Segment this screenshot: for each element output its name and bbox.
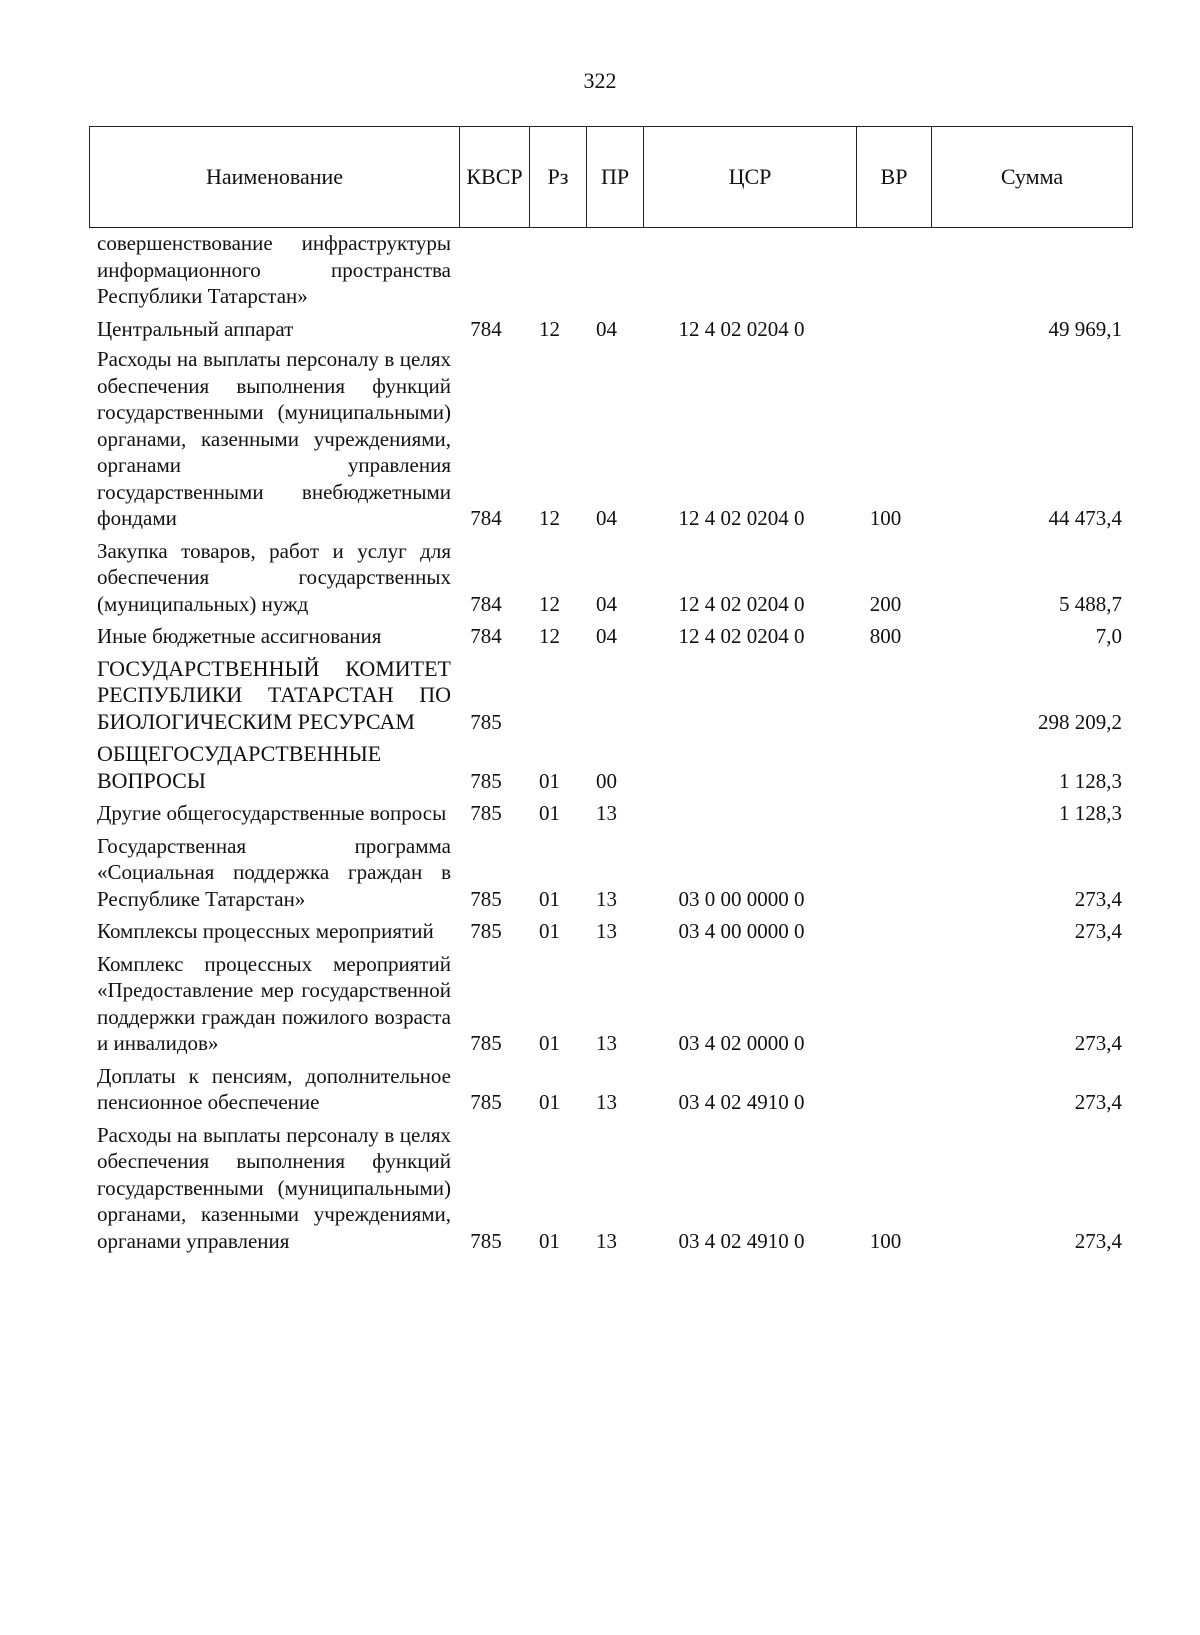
cell-name: Комплекс процессных мероприятий «Предоставление мер государственной поддержки граждан пожилого возраста и инвалидов»	[97, 951, 451, 1055]
cell-pr: 00	[596, 768, 617, 793]
cell-rz: 01	[539, 886, 560, 911]
page-number: 322	[583, 68, 617, 93]
cell-sum: 44 473,4	[1048, 506, 1122, 530]
cell-rz: 01	[539, 1228, 560, 1253]
cell-rz: 12	[539, 591, 560, 616]
cell-vr: 100	[869, 1228, 902, 1253]
cell-pr: 04	[596, 316, 617, 341]
cell-name: Доплаты к пенсиям, дополнительное пенсионное обеспечение	[97, 1063, 451, 1114]
cell-sum: 273,4	[1074, 1090, 1122, 1114]
cell-rz: 01	[539, 801, 560, 825]
table-row	[89, 1063, 1132, 1116]
cell-sum: 7,0	[1095, 624, 1122, 648]
cell-kvsr: 784	[470, 591, 502, 616]
table-row	[89, 230, 1132, 310]
table-header	[89, 126, 1133, 228]
cell-name: Другие общегосударственные вопросы	[97, 801, 447, 825]
cell-sum: 298 209,2	[1038, 709, 1122, 734]
header-kvsr: КВСР	[460, 127, 530, 228]
header-rz: Рз	[530, 127, 587, 228]
cell-pr: 13	[596, 801, 617, 825]
cell-sum: 1 128,3	[1059, 768, 1122, 793]
cell-name: Государственная программа «Социальная поддержка граждан в Республике Татарстан»	[97, 833, 451, 911]
cell-kvsr: 785	[470, 1090, 502, 1114]
table-row	[89, 1122, 1132, 1255]
cell-name: ОБЩЕГОСУДАРСТВЕННЫЕ ВОПРОСЫ	[97, 741, 382, 793]
cell-csr: 12 4 02 0204 0	[678, 591, 805, 616]
cell-sum: 273,4	[1074, 1031, 1122, 1055]
cell-name: совершенствование инфраструктуры информационного пространства Республики Татарстан»	[97, 231, 451, 308]
cell-kvsr: 785	[470, 768, 502, 793]
cell-sum: 1 128,3	[1059, 801, 1122, 825]
table-row	[89, 800, 1132, 827]
cell-pr: 13	[596, 919, 617, 943]
cell-csr: 03 0 00 0000 0	[678, 886, 805, 911]
table-row	[89, 741, 1132, 794]
cell-pr: 13	[596, 1031, 617, 1055]
header-name: Наименование	[90, 127, 460, 228]
cell-rz: 01	[539, 1090, 560, 1114]
cell-kvsr: 785	[470, 886, 502, 911]
cell-pr: 04	[596, 506, 617, 530]
cell-pr: 13	[596, 1090, 617, 1114]
cell-name: Центральный аппарат	[97, 316, 294, 341]
cell-name: ГОСУДАРСТВЕННЫЙ КОМИТЕТ РЕСПУБЛИКИ ТАТАРСТАН ПО БИОЛОГИЧЕСКИМ РЕСУРСАМ	[97, 655, 451, 734]
cell-sum: 5 488,7	[1059, 591, 1122, 616]
cell-rz: 12	[539, 316, 560, 341]
table-row	[89, 346, 1132, 532]
header-csr: ЦСР	[644, 127, 857, 228]
cell-csr: 03 4 02 0000 0	[678, 1031, 805, 1055]
cell-kvsr: 785	[470, 1031, 502, 1055]
cell-pr: 13	[596, 886, 617, 911]
header-sum: Сумма	[932, 127, 1133, 228]
cell-rz: 01	[539, 768, 560, 793]
cell-csr: 12 4 02 0204 0	[678, 506, 805, 530]
cell-csr: 12 4 02 0204 0	[678, 624, 805, 648]
table-row	[89, 656, 1132, 736]
cell-vr: 200	[869, 591, 902, 616]
header-pr: ПР	[587, 127, 644, 228]
cell-sum: 273,4	[1074, 919, 1122, 943]
cell-pr: 04	[596, 591, 617, 616]
cell-kvsr: 784	[470, 624, 502, 648]
cell-csr: 03 4 02 4910 0	[678, 1228, 805, 1253]
cell-kvsr: 785	[470, 801, 502, 825]
cell-name: Иные бюджетные ассигнования	[97, 624, 382, 648]
cell-pr: 04	[596, 624, 617, 648]
cell-rz: 12	[539, 506, 560, 530]
table-body	[89, 230, 1132, 1254]
table-row	[89, 918, 1132, 945]
table-row	[89, 833, 1132, 913]
cell-sum: 273,4	[1074, 1228, 1122, 1253]
cell-csr: 12 4 02 0204 0	[678, 316, 805, 341]
table-row	[89, 951, 1132, 1057]
cell-kvsr: 785	[470, 709, 502, 734]
cell-csr: 03 4 00 0000 0	[678, 919, 805, 943]
header-vr: ВР	[857, 127, 932, 228]
cell-kvsr: 785	[470, 1228, 502, 1253]
cell-name: Комплексы процессных мероприятий	[97, 919, 434, 943]
cell-sum: 273,4	[1074, 886, 1122, 911]
cell-name: Расходы на выплаты персоналу в целях обеспечения выполнения функций государственными (муниципальными) органами, казенными учреждениями, органами управления	[97, 1122, 451, 1253]
cell-kvsr: 785	[470, 919, 502, 943]
cell-vr: 100	[869, 506, 902, 530]
cell-pr: 13	[596, 1228, 617, 1253]
table-row	[89, 316, 1132, 343]
cell-name: Расходы на выплаты персоналу в целях обеспечения выполнения функций государственными (муниципальными) органами, казенными учреждениями, органами управления государственными внебюджетными фондами	[97, 347, 451, 530]
cell-rz: 01	[539, 919, 560, 943]
table-row	[89, 538, 1132, 618]
cell-sum: 49 969,1	[1048, 316, 1122, 341]
cell-rz: 12	[539, 624, 560, 648]
cell-kvsr: 784	[470, 316, 502, 341]
cell-rz: 01	[539, 1031, 560, 1055]
cell-csr: 03 4 02 4910 0	[678, 1090, 805, 1114]
table-row	[89, 623, 1132, 650]
cell-name: Закупка товаров, работ и услуг для обеспечения государственных (муниципальных) нужд	[97, 538, 451, 616]
cell-vr: 800	[869, 624, 902, 648]
cell-kvsr: 784	[470, 506, 502, 530]
